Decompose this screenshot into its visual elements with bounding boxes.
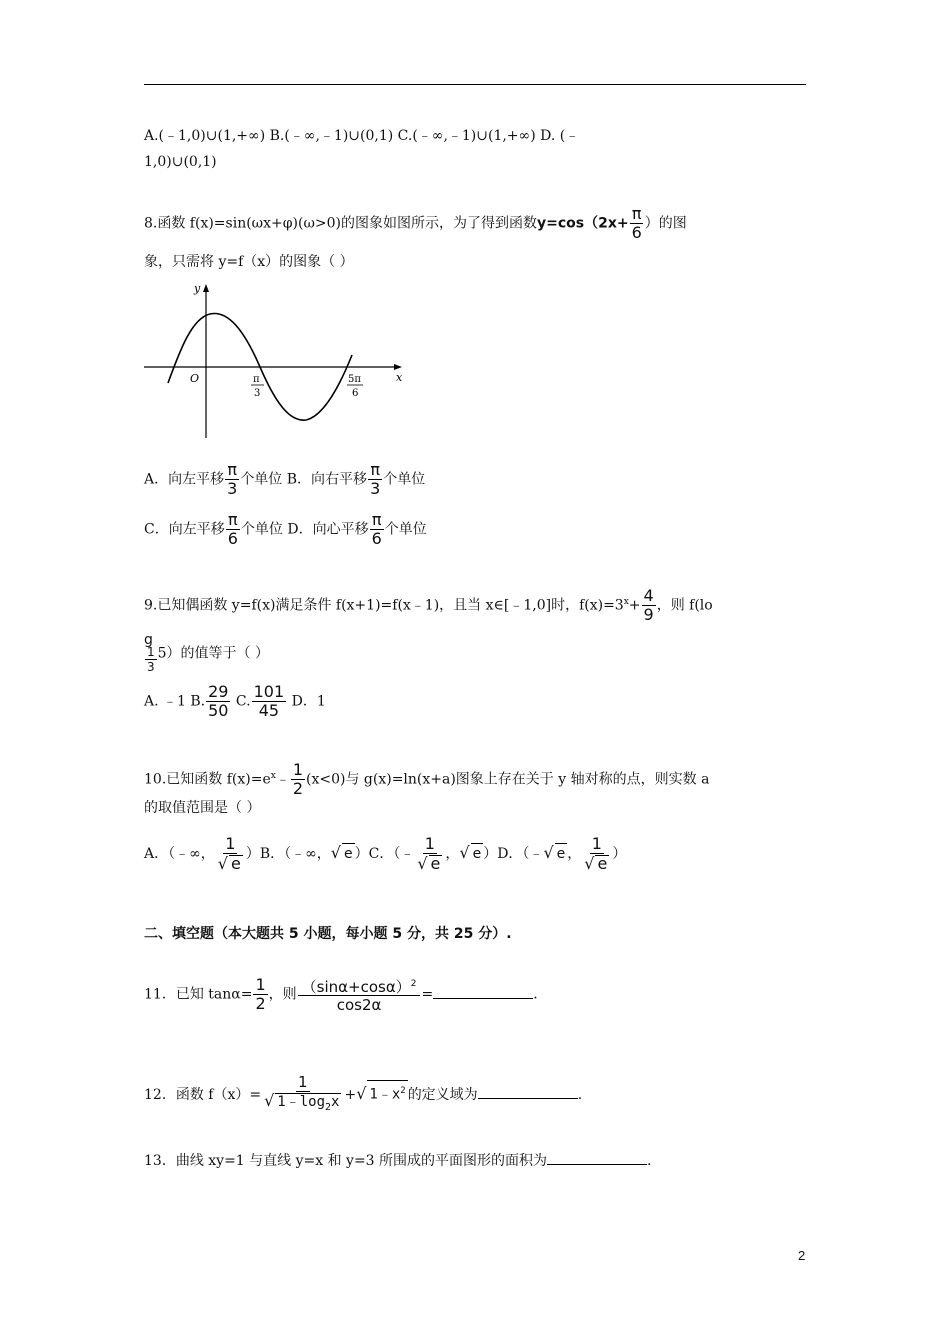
q8-stem-line1 xyxy=(144,206,687,241)
q8-options-cd: C．向左平移 $\frac{\pi}{6}$ 个单位 D．向心平移 $\frac{\pi}{6}$ 个单位 xyxy=(144,510,427,548)
q10-c-sqrt-e: √ e xyxy=(459,843,482,862)
q8-pi-over-6-d: $\frac{\pi}{6}$ xyxy=(371,510,382,548)
q12-sqrt: √ $1﹣x^2$ xyxy=(356,1087,407,1103)
q12-answer-blank[interactable] xyxy=(478,1084,578,1099)
graph-origin-label: O xyxy=(190,372,200,385)
q9-frac-4-9: $\frac{4}{9}$ xyxy=(643,586,654,624)
q8-option-a: A．向左平移 xyxy=(144,471,225,488)
header-rule xyxy=(144,84,806,85)
q8-stem-a: 8.函数 f(x)=sin(ωx+φ)(ω>0)的图象如图所示，为了得到函数 xyxy=(144,215,537,232)
q9-log-base: g $\frac{1}{3}$ xyxy=(144,632,155,674)
q8-pi-over-3-a: $\frac{\pi}{3}$ xyxy=(227,460,238,498)
graph-x-label: x xyxy=(396,371,403,384)
q10-half: $\frac{1}{2}$ xyxy=(292,760,303,798)
q9-options: A. ﹣1 B. $\frac{29}{50}$ C. $\frac{101}{45}$ D．1 xyxy=(144,682,326,720)
q11-answer-blank[interactable] xyxy=(433,984,533,999)
q11-half: $\frac{1}{2}$ xyxy=(255,975,266,1013)
q11-expression: $\frac{(\sin\alpha+\cos\alpha)^2}{\cos 2\alpha}$ xyxy=(298,976,421,1013)
y-axis-arrow xyxy=(203,284,209,292)
q8-stem-b: y=cos（2x+ xyxy=(536,215,629,232)
sine-graph xyxy=(140,280,415,442)
q10-d-sqrt-e: √ e xyxy=(543,843,566,862)
q8-stem-c: ）的图 xyxy=(644,215,687,232)
q8-stem-line2: 象，只需将 y=f（x）的图象（ ） xyxy=(144,254,354,270)
q8-options-ab: A．向左平移 $\frac{\pi}{3}$ 个单位 B．向右平移 $\frac{\pi}{3}$ 个单位 xyxy=(144,460,426,498)
q7-options-line2: 1,0)∪(0,1) xyxy=(144,154,217,170)
q10-c-frac: $\frac{1}{√ e}$ xyxy=(417,834,441,873)
q10-stem-line1: 10.已知函数 $f(x)=e^x﹣$ $\frac{1}{2}$ (x<0)与 g(x)=ln(x+a)图象上存在关于 y 轴对称的点，则实数 a xyxy=(144,760,710,798)
section-2-title: 二、填空题（本大题共 5 小题，每小题 5 分，共 25 分）. xyxy=(144,926,512,942)
q11-line: 11．已知 tanα= $\frac{1}{2}$ ，则 $\frac{(\sin\alpha+\cos\alpha)^2}{\cos 2\alpha}$ = . xyxy=(144,975,538,1014)
tick-label-pi-num: π xyxy=(253,374,260,385)
x-axis-arrow xyxy=(394,364,402,370)
q9-stem-line1: 9.已知偶函数 y=f(x)满足条件 f(x+1)=f(x﹣1)，且当 x∈[﹣1,0]时，$f(x)=3^x+$ $\frac{4}{9}$ ，则 f(lo xyxy=(144,586,713,624)
tick-label-5pi-den: 6 xyxy=(352,388,359,399)
q8-option-c: C．向左平移 xyxy=(144,521,225,538)
q8-pi-over-6-c: $\frac{\pi}{6}$ xyxy=(227,510,238,548)
q10-a-frac: $\frac{1}{√ e}$ xyxy=(217,834,241,873)
q12-fraction: $\frac{1}{√ 1﹣\log_2x}$ xyxy=(262,1074,343,1116)
q8-pi-over-6: $\frac{\pi}{6}$ xyxy=(631,204,642,242)
tick-label-pi-den: 3 xyxy=(254,388,261,399)
page-number: 2 xyxy=(798,1248,806,1263)
q9-stem-line2: g $\frac{1}{3}$ 5）的值等于（ ） xyxy=(144,632,269,674)
graph-y-label: y xyxy=(194,282,201,295)
q13-line: 13．曲线 xy=1 与直线 y=x 和 y=3 所围成的平面图形的面积为 . xyxy=(144,1150,652,1171)
q10-d-frac: $\frac{1}{√ e}$ xyxy=(584,834,608,873)
q9-option-c-frac: $\frac{101}{45}$ xyxy=(253,682,285,720)
q7-options-line1: A.(﹣1,0)∪(1,+∞) B.(﹣∞,﹣1)∪(0,1) C.(﹣∞,﹣1)∪(1,+∞) D. (﹣ xyxy=(144,128,580,144)
q9-option-b-frac: $\frac{29}{50}$ xyxy=(208,682,229,720)
q10-b-sqrt-e: √ e xyxy=(330,843,353,862)
q12-line: 12．函数 f（x）= $\frac{1}{√ 1﹣\log_2x}$ +√ $1﹣x^2$ 的定义域为 . xyxy=(144,1074,582,1116)
q10-stem-line2: 的取值范围是（ ） xyxy=(144,800,261,816)
tick-label-5pi-num: 5π xyxy=(348,374,361,385)
q13-answer-blank[interactable] xyxy=(547,1150,647,1165)
q10-options: A．（﹣∞， $\frac{1}{√ e}$ ）B．（﹣∞，√ e ）C．（﹣ $\frac{1}{√ e}$ ，√ e ）D．（﹣√ e ， $\frac{1}{√ e}$ ） xyxy=(144,834,627,873)
q8-pi-over-3-b: $\frac{\pi}{3}$ xyxy=(370,460,381,498)
